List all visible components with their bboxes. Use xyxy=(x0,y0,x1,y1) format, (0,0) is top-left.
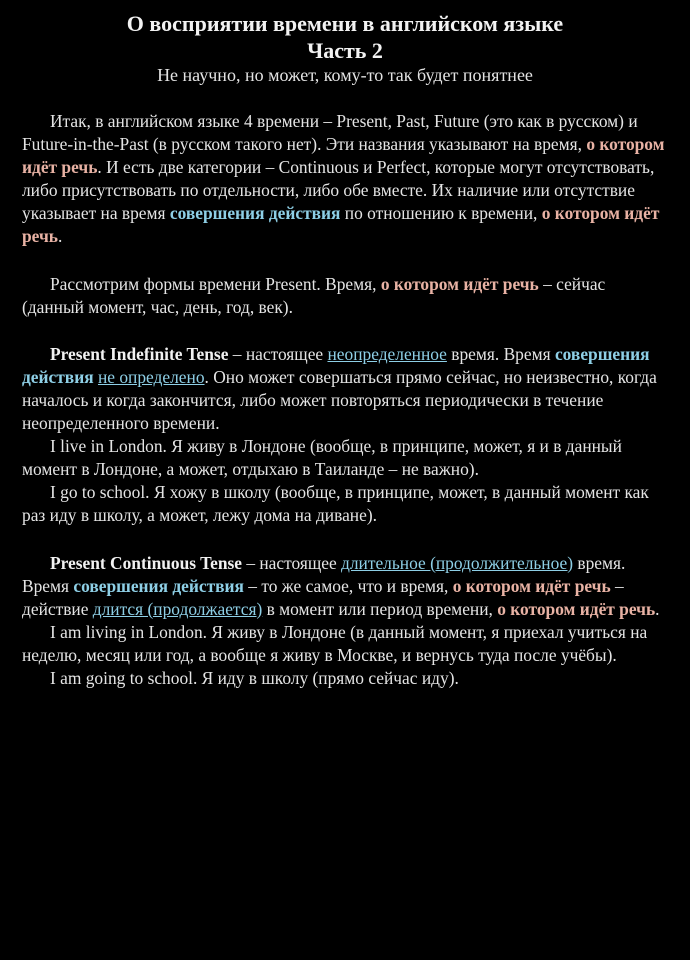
continuous-example-2: I am going to school. Я иду в школу (прямо сейчас иду). xyxy=(50,667,459,688)
page-subtitle: Не научно, но может, кому-то так будет понятнее xyxy=(157,65,533,85)
indefinite-example-2: I go to school. Я хожу в школу (вообще, в принципе, может, в данный момент как раз иду в школу, а может, лежу дома на диване). xyxy=(22,482,649,526)
continuous-text-2: время. Время xyxy=(22,552,626,596)
present-paragraph xyxy=(22,273,668,319)
continuous-underline-2: длится (продолжается) xyxy=(92,598,263,619)
spacer xyxy=(22,249,668,273)
continuous-paragraph xyxy=(22,552,668,621)
spacer xyxy=(22,528,668,552)
continuous-text-5: в момент или период времени, xyxy=(262,598,498,619)
indefinite-term: Present Indefinite Tense xyxy=(50,343,229,364)
continuous-text-3: – то же самое, что и время, xyxy=(243,575,453,596)
intro-paragraph xyxy=(22,110,668,249)
continuous-example-1: I am living in London. Я живу в Лондоне (в данный момент, я приехал учиться на неделю, месяц или год, а вообще я живу в Москве, и вернусь туда после учёбы). xyxy=(22,621,648,665)
intro-highlight-2: совершения действия xyxy=(169,203,341,224)
page-title xyxy=(22,10,668,64)
indefinite-underline-2: не определено xyxy=(97,366,205,387)
continuous-underline-1: длительное (продолжительное) xyxy=(341,552,574,573)
indefinite-example-1: I live in London. Я живу в Лондоне (вообще, в принципе, может, я и в данный момент в Лондоне, а может, отдыхаю в Таиланде – не важно). xyxy=(22,436,622,480)
indefinite-text-4: . Оно может совершаться прямо сейчас, но неизвестно, когда началось и когда закончится, либо может повторяться периодически в течение неопределенного времени. xyxy=(22,366,657,434)
intro-highlight-1: о котором идёт речь xyxy=(22,134,665,178)
present-highlight-1: о котором идёт речь xyxy=(380,273,539,294)
continuous-highlight-2: о котором идёт речь xyxy=(452,575,611,596)
indefinite-highlight-1: совершения действия xyxy=(22,343,650,387)
intro-text-3: по отношению к времени, xyxy=(340,203,542,224)
indefinite-text-2: время. Время xyxy=(446,343,555,364)
intro-highlight-3: о котором идёт речь xyxy=(22,203,660,247)
continuous-highlight-1: совершения действия xyxy=(73,575,244,596)
title-line-1: О восприятии времени в английском языке xyxy=(126,11,564,36)
spacer xyxy=(22,319,668,343)
intro-text-1: Итак, в английском языке 4 времени – Present, Past, Future (это как в русском) и Future-in-the-Past (в русском такого нет). Эти названия указывают на время, xyxy=(22,111,638,155)
continuous-highlight-3: о котором идёт речь xyxy=(497,598,656,619)
continuous-term: Present Continuous Tense xyxy=(50,552,242,573)
present-text-2: – сейчас (данный момент, час, день, год, век). xyxy=(22,273,606,317)
intro-text-2: . И есть две категории – Continuous и Perfect, которые могут отсутствовать, либо присутствовать по отдельности, либо обе вместе. Их наличие или отсутствие указывает на время xyxy=(22,157,655,224)
title-line-2: Часть 2 xyxy=(307,38,383,63)
continuous-text-4: – действие xyxy=(22,575,624,619)
continuous-text-6: . xyxy=(655,598,660,619)
intro-text-4: . xyxy=(57,226,63,247)
indefinite-paragraph xyxy=(22,343,668,435)
present-text-1: Рассмотрим формы времени Present. Время, xyxy=(50,273,381,294)
indefinite-underline-1: неопределенное xyxy=(327,343,447,364)
continuous-text-1: – настоящее xyxy=(241,552,342,573)
indefinite-text-1: – настоящее xyxy=(228,343,328,364)
